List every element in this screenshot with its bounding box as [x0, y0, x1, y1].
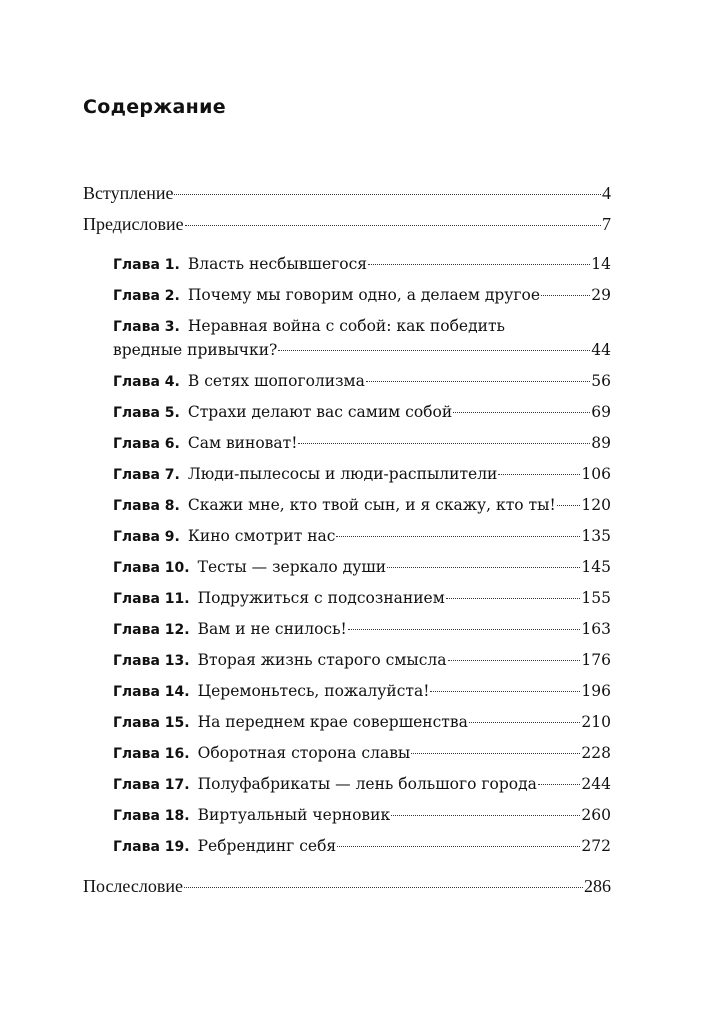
toc-entry-chapter-15[interactable] — [113, 713, 611, 731]
dot-leader — [411, 753, 580, 754]
entry-page: 260 — [581, 806, 611, 824]
entry-title-line1: Неравная война с собой: как победить — [187, 317, 505, 335]
entry-page: 155 — [581, 589, 611, 607]
entry-title: Предисловие — [83, 214, 184, 234]
entry-title: На переднем крае совершенства — [197, 713, 468, 731]
chapter-label: Глава 10. — [113, 560, 190, 576]
entry-page: 44 — [591, 341, 611, 359]
dot-leader — [557, 505, 581, 506]
entry-title: Ребрендинг себя — [197, 837, 337, 855]
entry-page: 286 — [584, 876, 611, 896]
dot-leader — [337, 846, 580, 847]
toc-entry-chapter-13[interactable] — [113, 651, 611, 669]
dot-leader — [498, 474, 580, 475]
chapter-label: Глава 8. — [113, 498, 180, 514]
entry-page: 163 — [581, 620, 611, 638]
entry-title: Церемоньтесь, пожалуйста! — [197, 682, 430, 700]
dot-leader — [541, 295, 590, 296]
dot-leader — [298, 443, 590, 444]
toc-entry-chapter-8[interactable] — [113, 496, 611, 514]
entry-page: 176 — [581, 651, 611, 669]
dot-leader — [448, 660, 581, 661]
entry-page: 210 — [581, 713, 611, 731]
toc-entry-chapter-14[interactable] — [113, 682, 611, 700]
entry-title: Сам виноват! — [187, 434, 298, 452]
chapter-label: Глава 9. — [113, 529, 180, 545]
entry-page: 4 — [602, 183, 611, 203]
toc-entry-chapter-11[interactable] — [113, 589, 611, 607]
entry-title: Почему мы говорим одно, а делаем другое — [187, 286, 541, 304]
dot-leader — [185, 225, 601, 226]
entry-title: Вам и не снилось! — [197, 620, 347, 638]
chapter-label: Глава 13. — [113, 653, 190, 669]
entry-title: Полуфабрикаты — лень большого города — [197, 775, 537, 793]
dot-leader — [184, 887, 583, 888]
entry-title: вредные привычки? — [113, 341, 278, 359]
dot-leader — [387, 567, 580, 568]
entry-page: 228 — [581, 744, 611, 762]
toc-entry-chapter-9[interactable] — [113, 527, 611, 545]
dot-leader — [368, 264, 590, 265]
chapter-label: Глава 6. — [113, 436, 180, 452]
entry-page: 106 — [581, 465, 611, 483]
entry-page: 244 — [581, 775, 611, 793]
chapter-label: Глава 2. — [113, 288, 180, 304]
toc-entry-chapter-18[interactable] — [113, 806, 611, 824]
chapter-label: Глава 7. — [113, 467, 180, 483]
chapter-label: Глава 18. — [113, 808, 190, 824]
entry-page: 135 — [581, 527, 611, 545]
chapter-label: Глава 3. — [113, 319, 180, 335]
entry-title: Тесты — зеркало души — [197, 558, 387, 576]
entry-page: 89 — [591, 434, 611, 452]
toc-entry-chapter-1[interactable] — [113, 255, 611, 273]
chapter-label: Глава 11. — [113, 591, 190, 607]
toc-entry-preface[interactable] — [83, 214, 611, 235]
toc-entry-intro[interactable] — [83, 183, 611, 204]
entry-page: 272 — [581, 837, 611, 855]
entry-page: 7 — [602, 214, 611, 234]
toc-entry-afterword[interactable] — [83, 876, 611, 897]
toc-entry-chapter-3-line2[interactable] — [113, 341, 611, 359]
toc-entry-chapter-16[interactable] — [113, 744, 611, 762]
entry-page: 196 — [581, 682, 611, 700]
entry-title: Вступление — [83, 183, 174, 203]
entry-title: Скажи мне, кто твой сын, и я скажу, кто ты! — [187, 496, 556, 514]
chapter-label: Глава 16. — [113, 746, 190, 762]
entry-page: 69 — [591, 403, 611, 421]
entry-title: Вторая жизнь старого смысла — [197, 651, 447, 669]
entry-title: Кино смотрит нас — [187, 527, 336, 545]
entry-title: Власть несбывшегося — [187, 255, 368, 273]
dot-leader — [538, 784, 581, 785]
dot-leader — [366, 381, 590, 382]
toc-entry-chapter-6[interactable] — [113, 434, 611, 452]
dot-leader — [336, 536, 580, 537]
entry-title: Оборотная сторона славы — [197, 744, 411, 762]
toc-entry-chapter-10[interactable] — [113, 558, 611, 576]
entry-page: 120 — [581, 496, 611, 514]
dot-leader — [391, 815, 580, 816]
toc-entry-chapter-5[interactable] — [113, 403, 611, 421]
entry-page: 145 — [581, 558, 611, 576]
chapter-label: Глава 15. — [113, 715, 190, 731]
chapter-label: Глава 14. — [113, 684, 190, 700]
dot-leader — [469, 722, 581, 723]
chapter-label: Глава 1. — [113, 257, 180, 273]
entry-title: Страхи делают вас самим собой — [187, 403, 453, 421]
dot-leader — [278, 350, 590, 351]
toc-entry-chapter-4[interactable] — [113, 372, 611, 390]
entry-title: Подружиться с подсознанием — [197, 589, 445, 607]
dot-leader — [348, 629, 581, 630]
entry-page: 56 — [591, 372, 611, 390]
dot-leader — [430, 691, 580, 692]
chapter-label: Глава 17. — [113, 777, 190, 793]
toc-entry-chapter-3-line1[interactable] — [113, 317, 611, 335]
chapter-label: Глава 5. — [113, 405, 180, 421]
toc-entry-chapter-7[interactable] — [113, 465, 611, 483]
toc-entry-chapter-2[interactable] — [113, 286, 611, 304]
toc-entry-chapter-17[interactable] — [113, 775, 611, 793]
entry-title: В сетях шопоголизма — [187, 372, 365, 390]
entry-page: 14 — [591, 255, 611, 273]
chapter-label: Глава 19. — [113, 839, 190, 855]
dot-leader — [174, 194, 601, 195]
entry-page: 29 — [591, 286, 611, 304]
toc-entry-chapter-19[interactable] — [113, 837, 611, 855]
chapter-label: Глава 12. — [113, 622, 190, 638]
dot-leader — [453, 412, 590, 413]
chapter-label: Глава 4. — [113, 374, 180, 390]
toc-entry-chapter-12[interactable] — [113, 620, 611, 638]
dot-leader — [446, 598, 581, 599]
page-title: Содержание — [83, 96, 226, 118]
entry-title: Виртуальный черновик — [197, 806, 391, 824]
entry-title: Послесловие — [83, 876, 183, 896]
entry-title: Люди-пылесосы и люди-распылители — [187, 465, 498, 483]
